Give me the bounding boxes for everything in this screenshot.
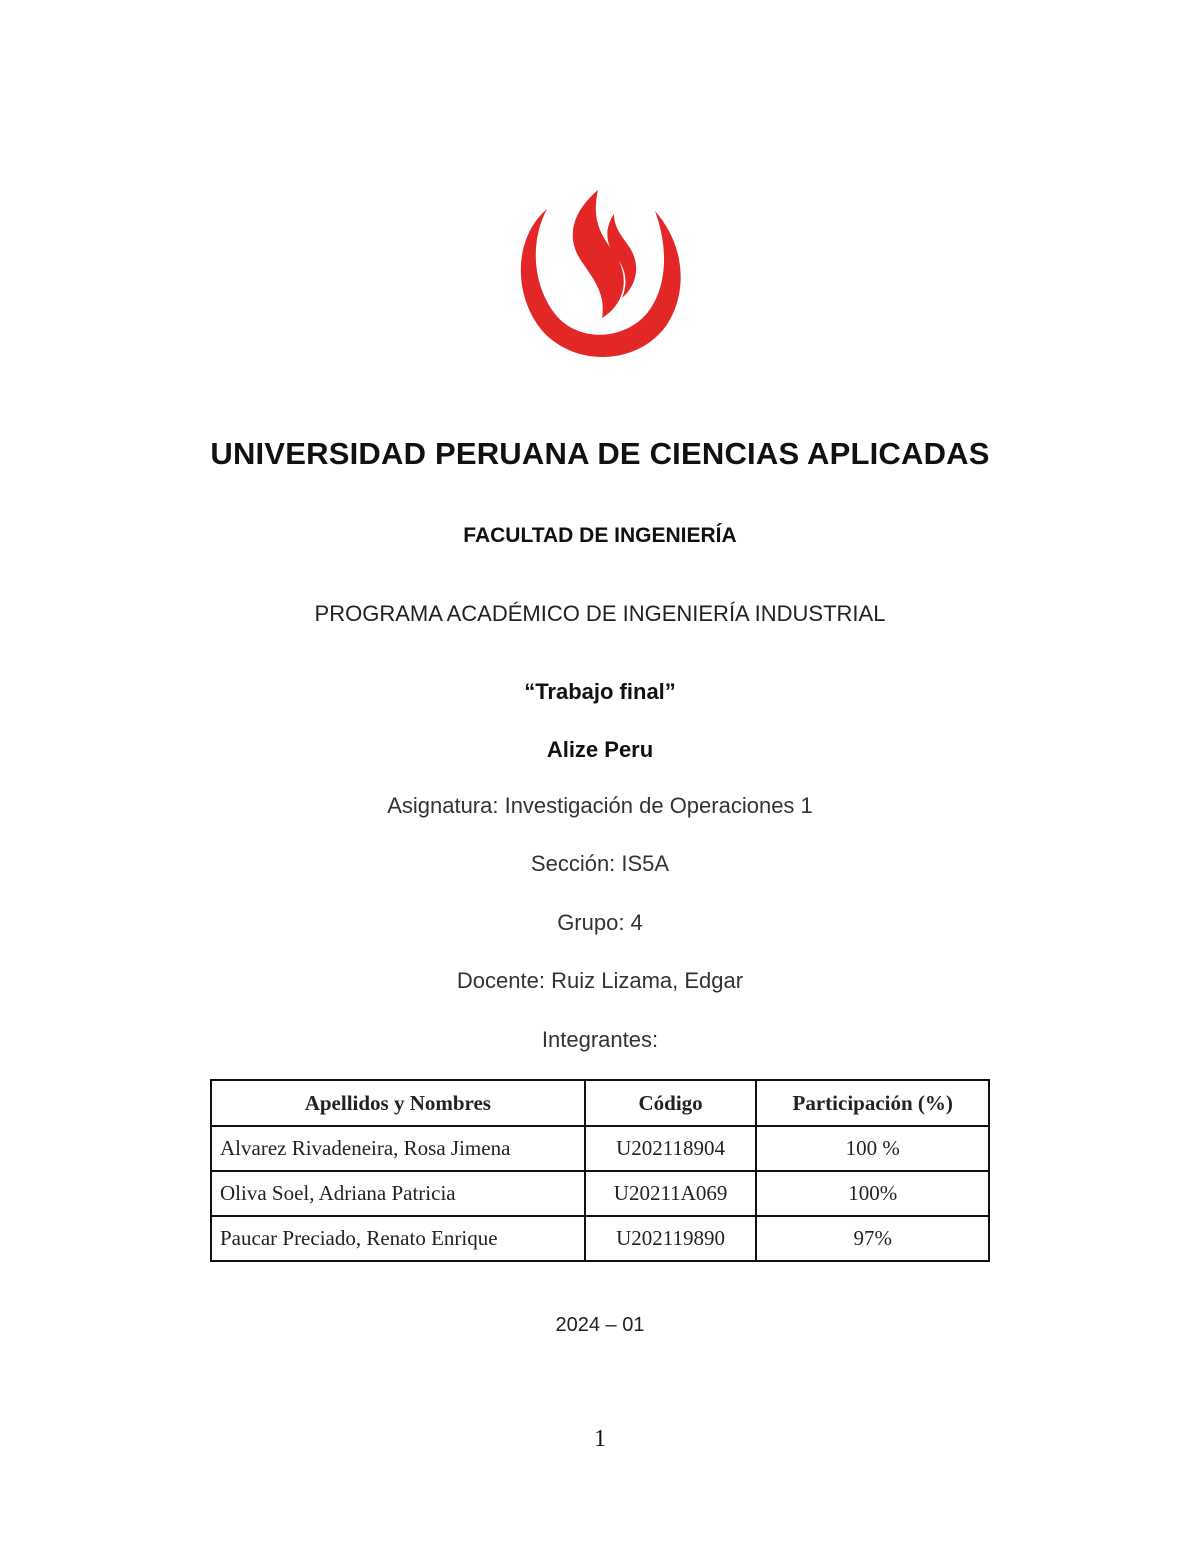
member-code: U202119890 — [585, 1216, 757, 1261]
university-name: UNIVERSIDAD PERUANA DE CIENCIAS APLICADAS — [210, 436, 990, 471]
table-row — [211, 1216, 989, 1261]
academic-period: 2024 – 01 — [555, 1314, 645, 1336]
group-line: Grupo: 4 — [557, 910, 643, 935]
company-name: Alize Peru — [546, 737, 654, 762]
faculty-name: FACULTAD DE INGENIERÍA — [463, 524, 737, 547]
section-line: Sección: IS5A — [530, 851, 670, 876]
members-table — [210, 1079, 990, 1262]
member-code: U202118904 — [585, 1126, 757, 1171]
academic-program: PROGRAMA ACADÉMICO DE INGENIERÍA INDUSTRIAL — [314, 601, 886, 626]
member-participation: 97% — [756, 1216, 989, 1261]
members-label: Integrantes: — [541, 1027, 659, 1052]
member-name: Oliva Soel, Adriana Patricia — [211, 1171, 585, 1216]
work-title: “Trabajo final” — [524, 679, 676, 704]
member-participation: 100 % — [756, 1126, 989, 1171]
member-code: U20211A069 — [585, 1171, 757, 1216]
teacher-line: Docente: Ruiz Lizama, Edgar — [456, 968, 744, 993]
table-header-row — [211, 1080, 989, 1126]
member-name: Paucar Preciado, Renato Enrique — [211, 1216, 585, 1261]
table-row — [211, 1126, 989, 1171]
header-participation: Participación (%) — [756, 1080, 989, 1126]
subject-line: Asignatura: Investigación de Operaciones 1 — [387, 793, 813, 818]
page-number: 1 — [594, 1426, 606, 1452]
header-name: Apellidos y Nombres — [211, 1080, 585, 1126]
header-code: Código — [585, 1080, 757, 1126]
member-name: Alvarez Rivadeneira, Rosa Jimena — [211, 1126, 585, 1171]
member-participation: 100% — [756, 1171, 989, 1216]
upc-flame-logo-icon — [510, 186, 690, 366]
table-row — [211, 1171, 989, 1216]
